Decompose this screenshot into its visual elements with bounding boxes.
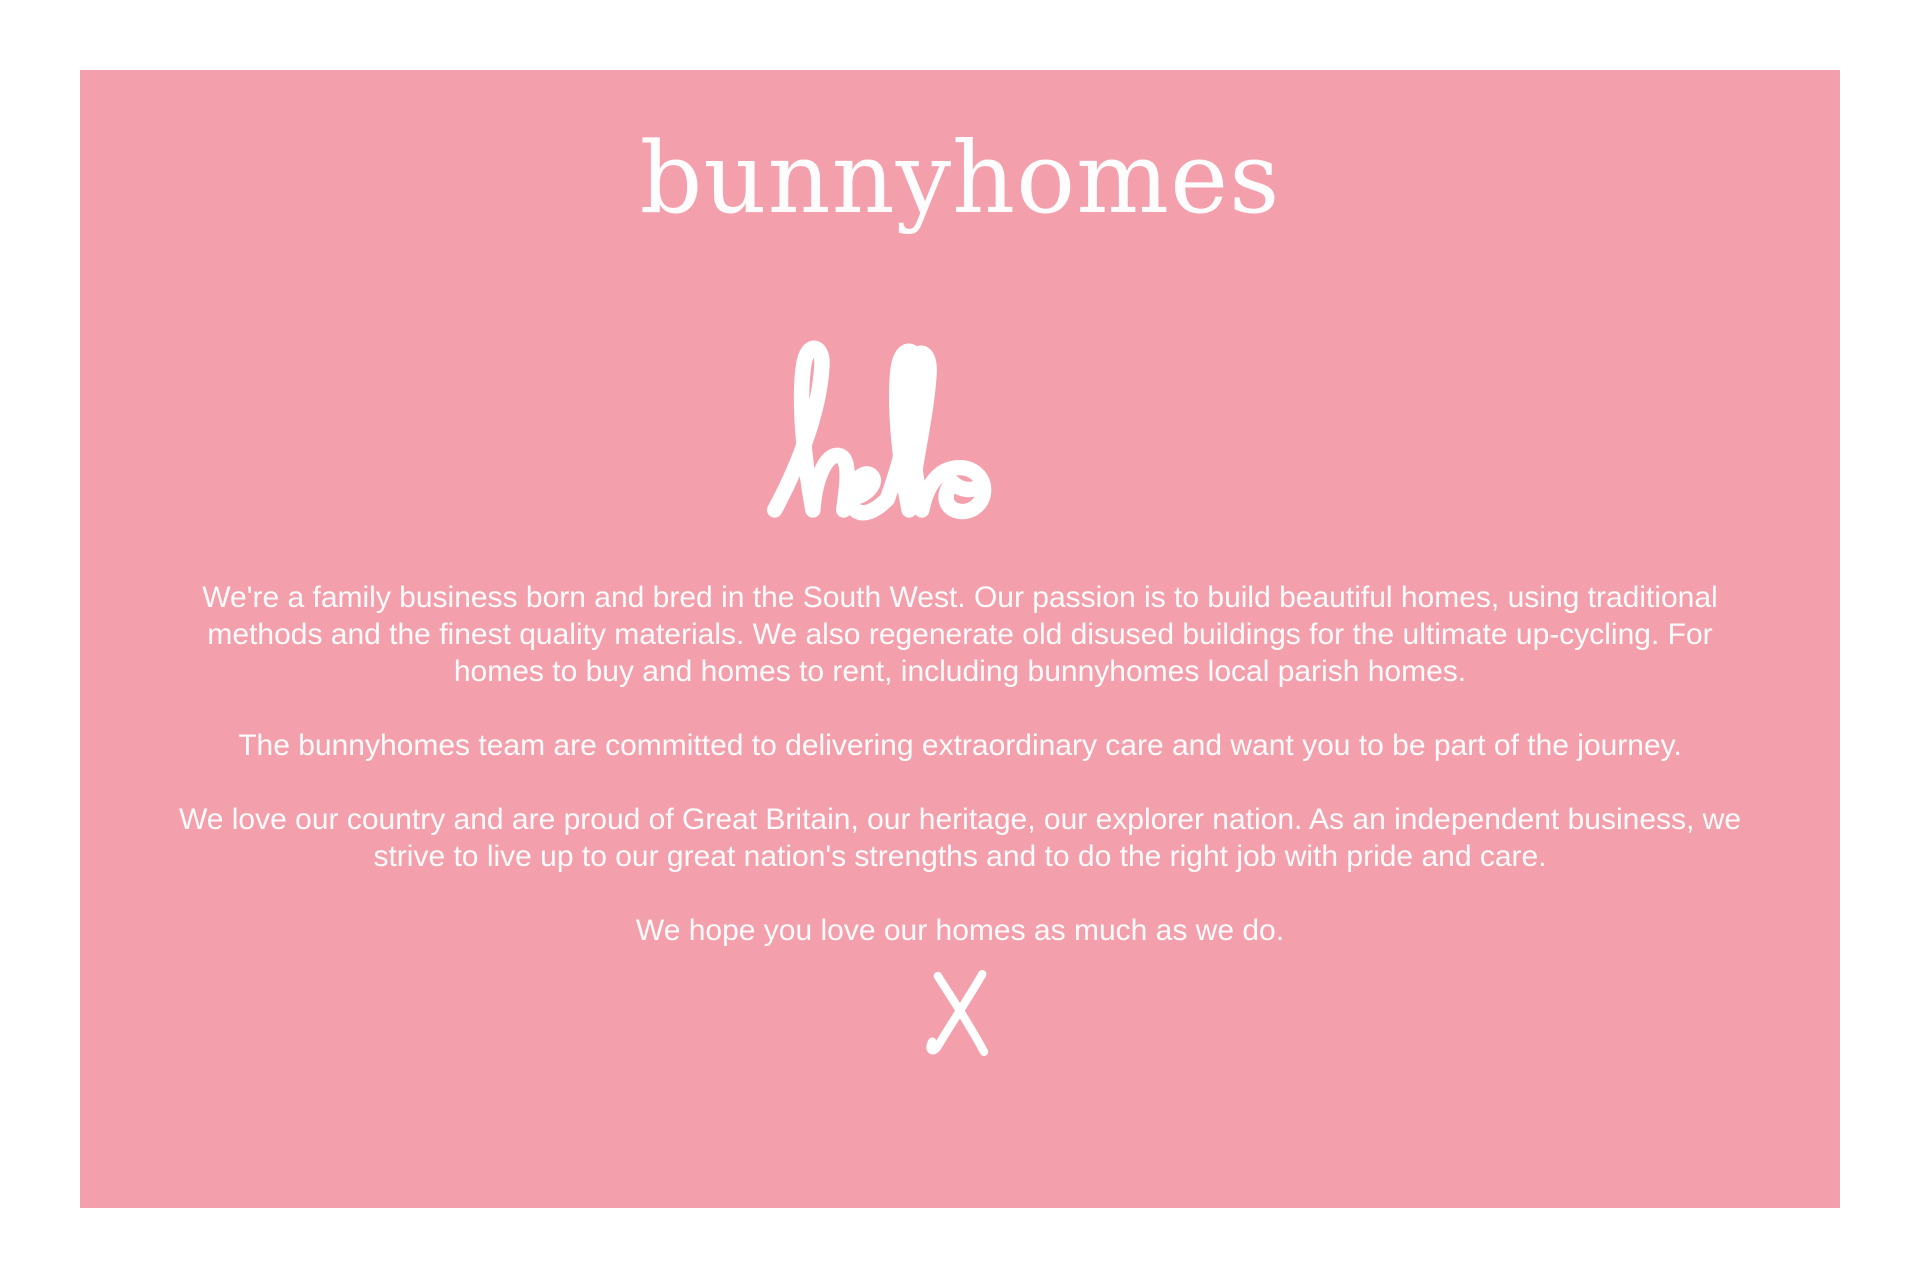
intro-paragraph-3: We love our country and are proud of Great Britain, our heritage, our explorer nation. As an independent business, we strive to live up to our great nation's strengths and to do the right job with pride and care. <box>178 802 1742 873</box>
intro-paragraph-4: We hope you love our homes as much as we do. <box>635 913 1285 947</box>
intro-paragraph-2: The bunnyhomes team are committed to delivering extraordinary care and want you to be part of the journey. <box>238 728 1682 762</box>
signoff-block <box>923 965 997 1065</box>
hello-script-lettering <box>742 321 1178 539</box>
intro-copy <box>170 579 1750 949</box>
about-card <box>80 70 1840 1208</box>
greeting-block <box>742 319 1178 541</box>
brand-logo: bunnyhomes <box>639 122 1281 236</box>
intro-paragraph-1: We're a family business born and bred in the South West. Our passion is to build beautiful homes, using traditional methods and the finest quality materials. We also regenerate old disused buildings for the ultimate up-cycling. For homes to buy and homes to rent, including bunnyhomes local parish homes. <box>202 580 1718 688</box>
kiss-x-script-icon <box>923 965 997 1061</box>
